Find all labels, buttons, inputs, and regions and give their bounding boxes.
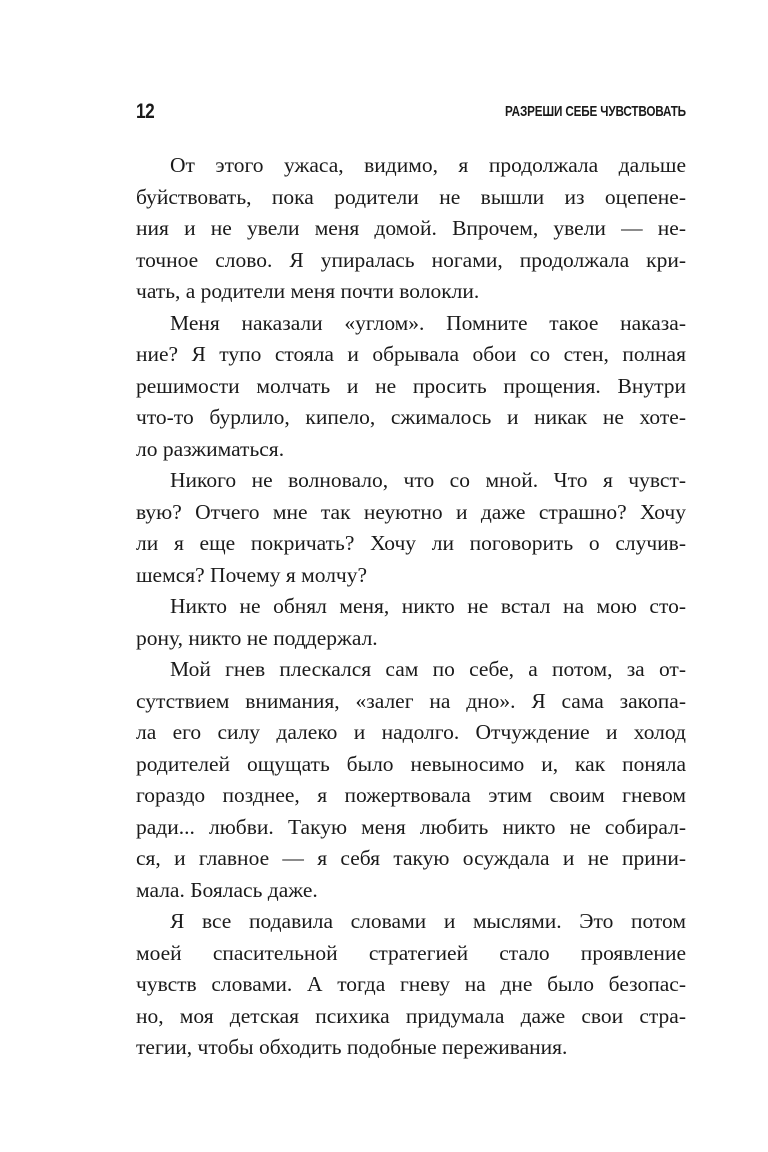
running-title: РАЗРЕШИ СЕБЕ ЧУВСТВОВАТЬ xyxy=(505,103,686,120)
text-line: чать, а родители меня почти волокли. xyxy=(136,279,480,303)
paragraph xyxy=(136,308,686,466)
paragraph xyxy=(136,591,686,654)
text-line: Меня наказали «углом». Помните такое наказа- xyxy=(170,310,686,335)
paragraph xyxy=(136,906,686,1064)
paragraph xyxy=(136,654,686,906)
paragraph xyxy=(136,465,686,591)
text-line: тегии, чтобы обходить подобные переживания. xyxy=(136,1035,568,1059)
text-line: Мой гнев плескался сам по себе, а потом, за от- xyxy=(170,657,686,681)
text-line: ло разжиматься. xyxy=(136,436,285,461)
body-text xyxy=(136,150,686,1064)
text-line: ли я еще покричать? Хочу ли поговорить о случив- xyxy=(136,531,686,555)
text-line: буйствовать, пока родители не вышли из оцепене- xyxy=(136,184,686,209)
text-line: От этого ужаса, видимо, я продолжала дальше xyxy=(170,153,686,177)
text-line: ради... любви. Такую меня любить никто не собирал- xyxy=(136,814,686,839)
text-line: сутствием внимания, «залег на дно». Я сама закопа- xyxy=(136,688,686,713)
text-line: ла его силу далеко и надолго. Отчуждение и холод xyxy=(136,720,686,744)
text-line: родителей ощущать было невыносимо и, как поняла xyxy=(136,751,686,776)
text-line: чувств словами. А тогда гневу на дне было безопас- xyxy=(136,972,686,996)
paragraph xyxy=(136,150,686,308)
text-line: ся, и главное — я себя такую осуждала и не прини- xyxy=(136,846,686,870)
text-line: гораздо позднее, я пожертвовала этим своим гневом xyxy=(136,783,686,807)
text-line: моей спасительной стратегией стало проявление xyxy=(136,940,686,965)
running-head xyxy=(136,97,686,127)
text-line: решимости молчать и не просить прощения. Внутри xyxy=(136,373,686,398)
text-line: вую? Отчего мне так неуютно и даже страшно? Хочу xyxy=(136,499,686,524)
text-line: точное слово. Я упиралась ногами, продолжала кри- xyxy=(136,247,686,272)
text-line: Я все подавила словами и мыслями. Это потом xyxy=(170,909,686,933)
page-number: 12 xyxy=(136,100,155,123)
text-line: шемся? Почему я молчу? xyxy=(136,562,368,587)
text-line: но, моя детская психика придумала даже свои стра- xyxy=(136,1003,686,1028)
text-line: что-то бурлило, кипело, сжималось и никак не хоте- xyxy=(136,405,686,429)
text-line: Никто не обнял меня, никто не встал на мою сто- xyxy=(170,594,686,618)
text-line: рону, никто не поддержал. xyxy=(136,625,378,650)
text-line: ние? Я тупо стояла и обрывала обои со стен, полная xyxy=(136,342,686,366)
text-line: Никого не волновало, что со мной. Что я чувст- xyxy=(170,468,686,492)
text-line: мала. Боялась даже. xyxy=(136,877,318,902)
text-line: ния и не увели меня домой. Впрочем, увели — не- xyxy=(136,216,686,240)
